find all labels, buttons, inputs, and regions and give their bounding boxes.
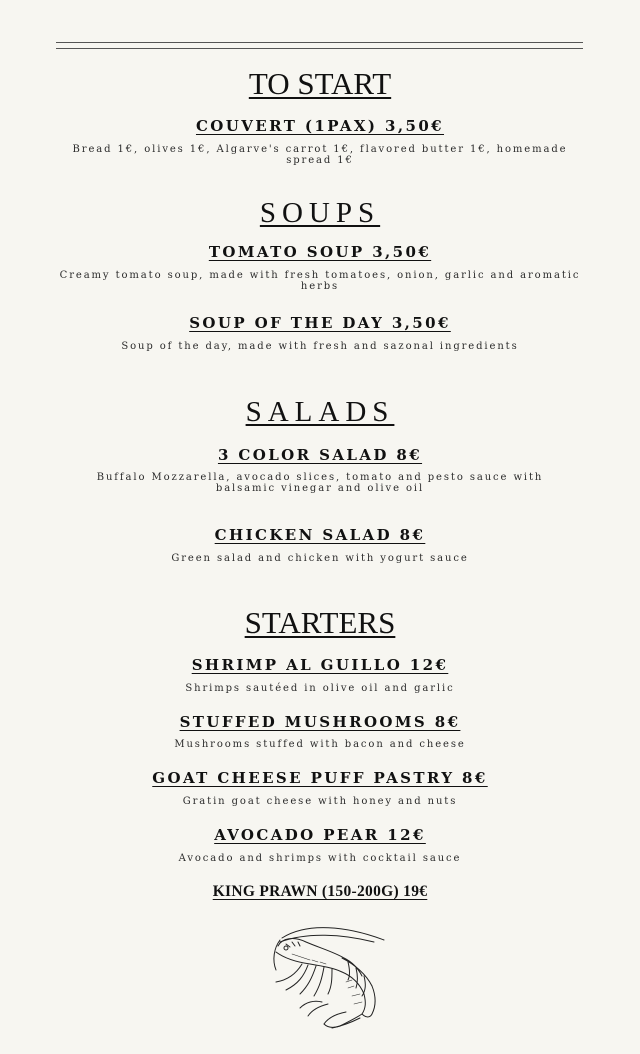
menu-item-king-prawn: KING PRAWN (150-200G) 19€ bbox=[212, 883, 428, 900]
menu-item-shrimp-al-guillo: SHRIMP AL GUILLO 12€ bbox=[191, 656, 449, 674]
section-title-to-start: TO START bbox=[248, 66, 392, 101]
menu-item-soup-of-the-day: SOUP OF THE DAY 3,50€ bbox=[189, 314, 451, 332]
menu-item-tomato-soup: TOMATO SOUP 3,50€ bbox=[208, 243, 432, 261]
menu-item-couvert: COUVERT (1PAX) 3,50€ bbox=[195, 117, 445, 135]
menu-item-chicken-salad: CHICKEN SALAD 8€ bbox=[214, 526, 426, 544]
menu-item-soup-of-the-day-description: Soup of the day, made with fresh and sazonal ingredients bbox=[121, 341, 519, 352]
menu-item-goat-cheese-puff-pastry-description: Gratin goat cheese with honey and nuts bbox=[182, 796, 458, 807]
menu-item-avocado-pear-description: Avocado and shrimps with cocktail sauce bbox=[178, 853, 462, 864]
shrimp-illustration-icon bbox=[262, 918, 388, 1030]
top-divider-line-2 bbox=[56, 48, 583, 49]
menu-item-avocado-pear: AVOCADO PEAR 12€ bbox=[214, 826, 426, 844]
top-divider-line bbox=[56, 42, 583, 43]
menu-item-goat-cheese-puff-pastry: GOAT CHEESE PUFF PASTRY 8€ bbox=[152, 769, 488, 787]
menu-item-tomato-soup-description: Creamy tomato soup, made with fresh tomatoes, onion, garlic and aromatic herbs bbox=[59, 270, 581, 292]
menu-item-3-color-salad-description: Buffalo Mozzarella, avocado slices, tomato and pesto sauce with balsamic vinegar and olive oil bbox=[96, 472, 544, 494]
menu-item-3-color-salad: 3 COLOR SALAD 8€ bbox=[217, 446, 423, 464]
section-title-starters: STARTERS bbox=[244, 605, 396, 640]
section-title-salads: SALADS bbox=[245, 396, 395, 428]
menu-item-chicken-salad-description: Green salad and chicken with yogurt sauce bbox=[171, 553, 469, 564]
menu-item-stuffed-mushrooms: STUFFED MUSHROOMS 8€ bbox=[179, 713, 461, 731]
menu-item-couvert-description: Bread 1€, olives 1€, Algarve's carrot 1€, flavored butter 1€, homemade spread 1€ bbox=[72, 144, 568, 166]
section-title-soups: SOUPS bbox=[259, 197, 381, 229]
menu-item-shrimp-al-guillo-description: Shrimps sautéed in olive oil and garlic bbox=[185, 683, 455, 694]
menu-item-stuffed-mushrooms-description: Mushrooms stuffed with bacon and cheese bbox=[174, 739, 466, 750]
